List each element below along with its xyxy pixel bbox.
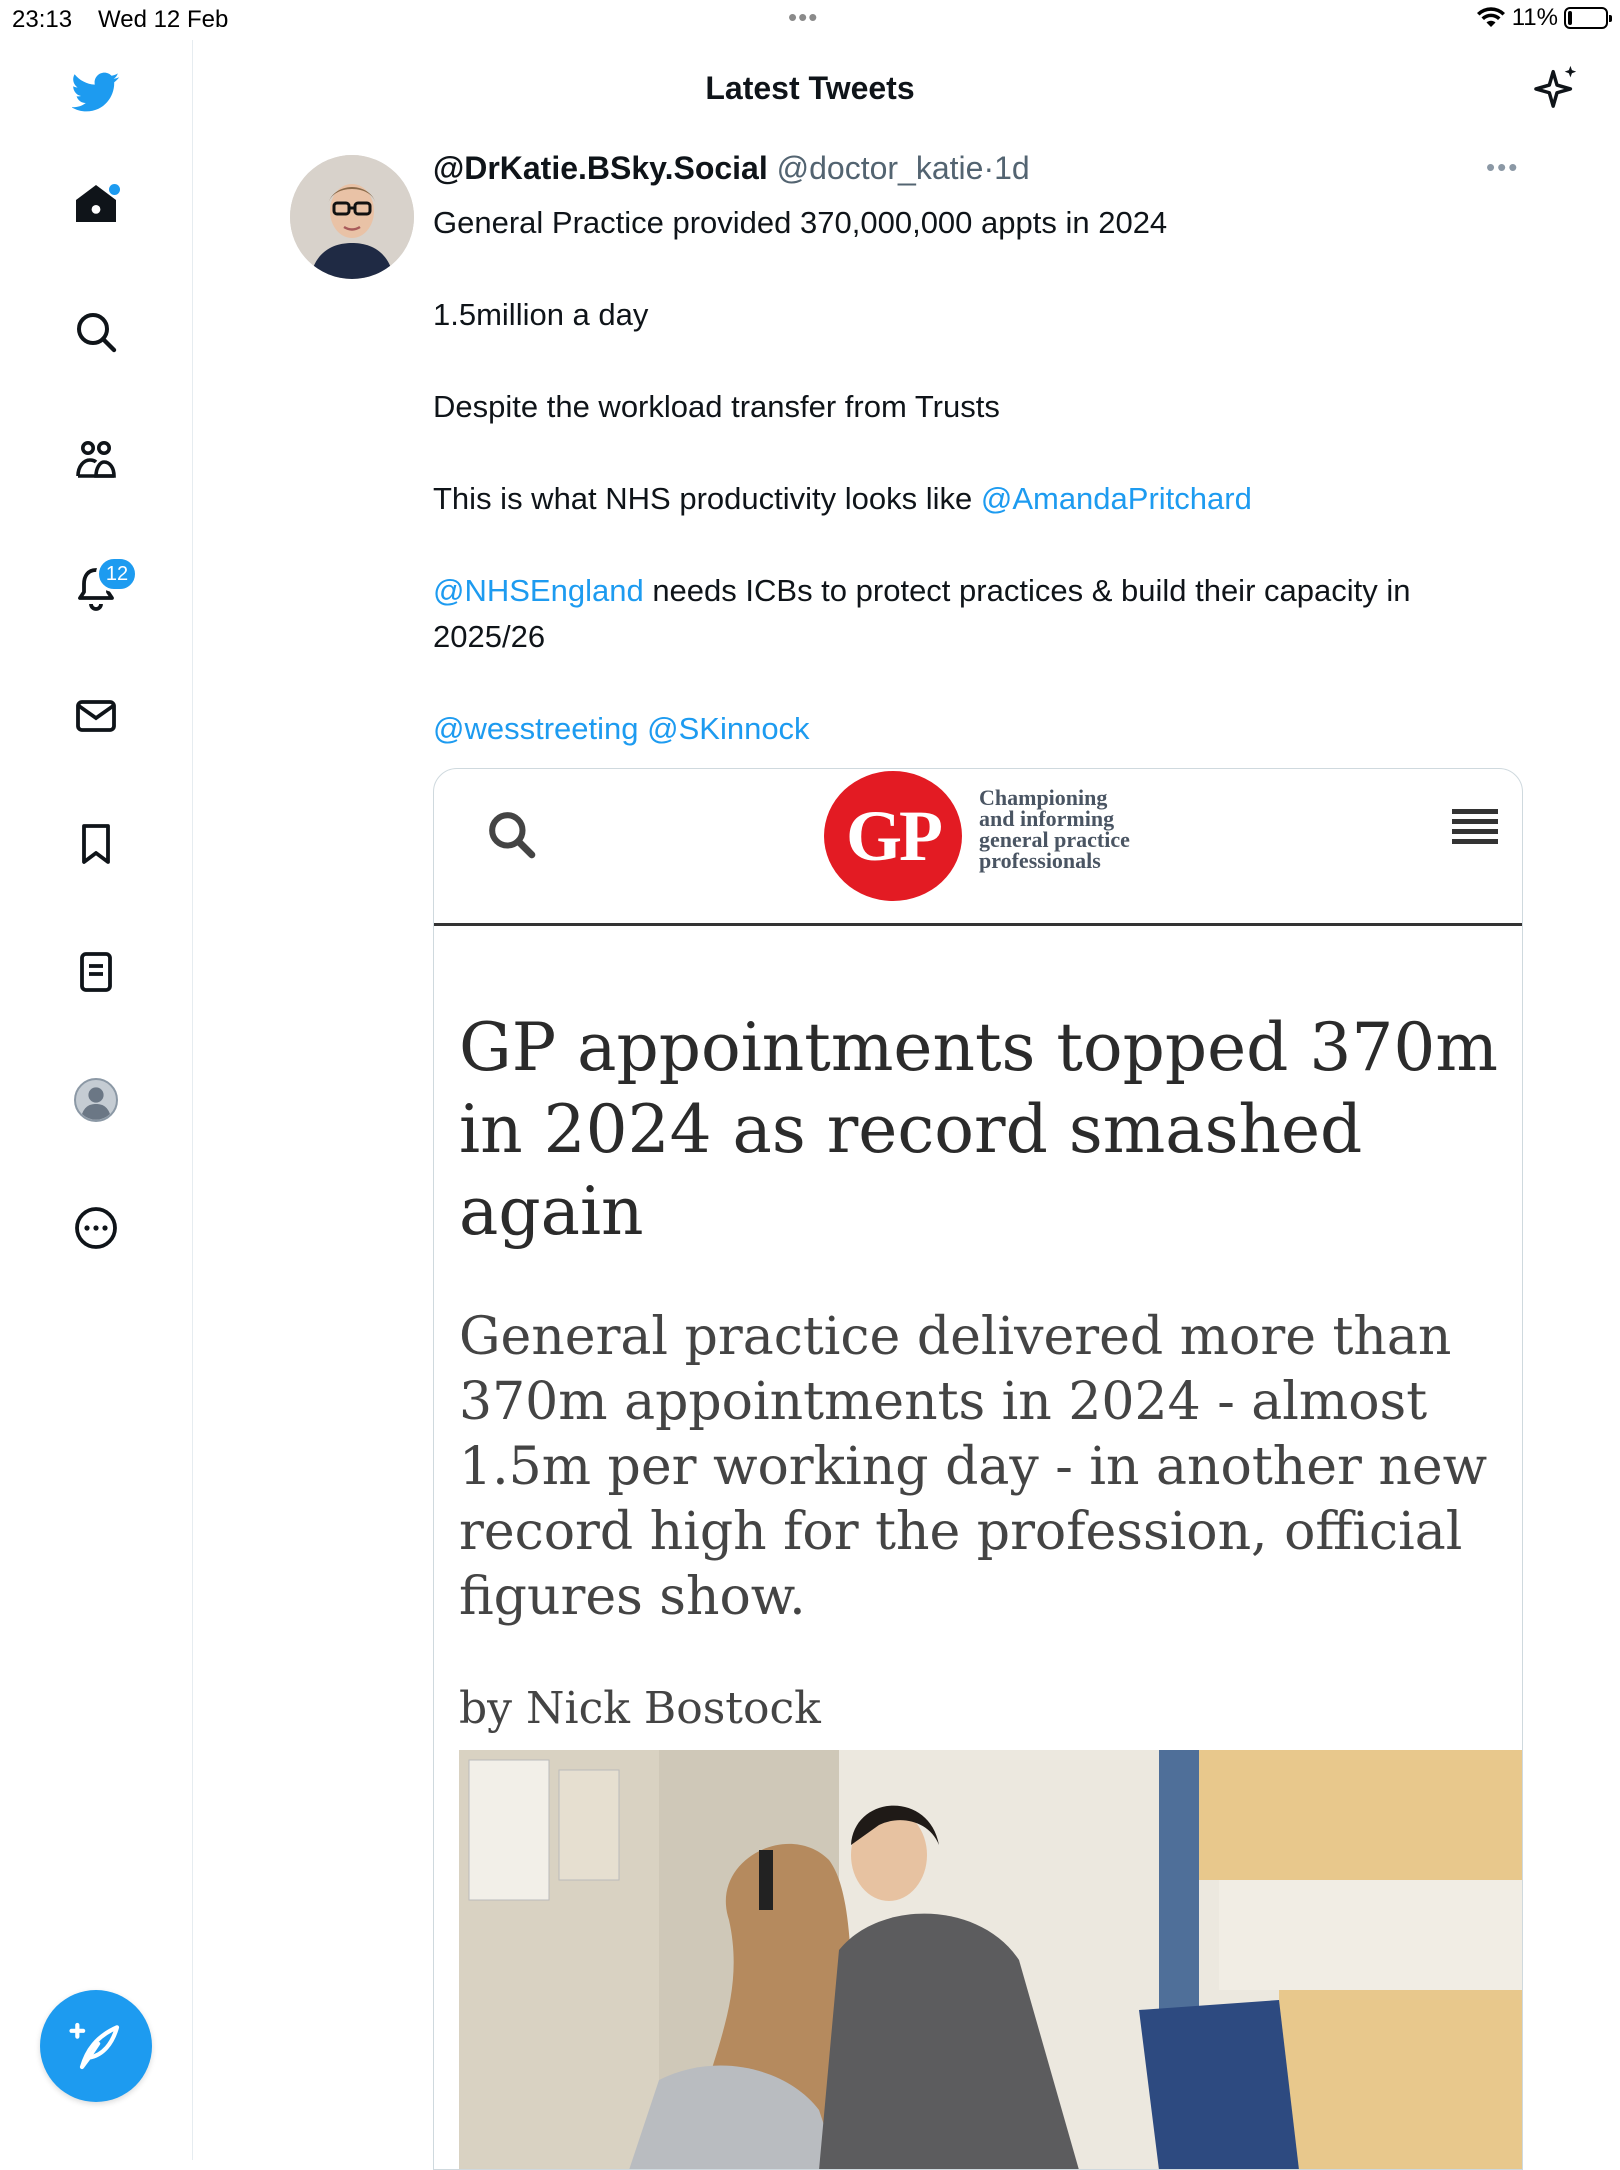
- tagline-line: general practice: [979, 827, 1130, 852]
- tweet-author-handle[interactable]: @doctor_katie: [776, 150, 984, 186]
- tagline-line: Championing: [979, 785, 1108, 810]
- article-photo: [459, 1750, 1522, 2170]
- notifications-badge: 12: [96, 556, 138, 592]
- bookmark-icon: [72, 820, 120, 868]
- search-icon: [72, 308, 120, 356]
- more-circle-icon: [72, 1204, 120, 1252]
- status-bar: [0, 0, 1620, 40]
- gp-logo: GP: [824, 771, 962, 901]
- battery-icon: [1564, 7, 1608, 29]
- nav-explore[interactable]: [64, 300, 128, 364]
- nav-more[interactable]: [64, 1196, 128, 1260]
- sidebar: [0, 40, 193, 2160]
- multitasking-dots-icon[interactable]: •••: [788, 2, 819, 32]
- article-title: GP appointments topped 370m in 2024 as record smashed again: [459, 1009, 1498, 1250]
- tweet-line-text: needs ICBs to protect practices & build their capacity in 2025/26: [433, 573, 1411, 654]
- status-time: 23:13: [12, 6, 73, 33]
- avatar-icon: [72, 1076, 120, 1124]
- home-unread-dot: [109, 184, 120, 195]
- gp-site-header: [434, 769, 1522, 926]
- tweet-line-text: This is what NHS productivity looks like: [433, 481, 981, 516]
- tweet-text: [433, 200, 1523, 798]
- tweet-line: Despite the workload transfer from Trusts: [433, 389, 1000, 424]
- tweet-line: [433, 568, 1523, 660]
- tweet-line: [433, 706, 1523, 752]
- tagline-line: professionals: [979, 848, 1101, 873]
- article-byline: by Nick Bostock: [459, 1683, 821, 1734]
- tweet-line: [433, 476, 1523, 522]
- tweet-line: General Practice provided 370,000,000 appts in 2024: [433, 205, 1168, 240]
- nav-messages[interactable]: [64, 684, 128, 748]
- nav-lists[interactable]: [64, 940, 128, 1004]
- battery-percent: 11%: [1511, 4, 1558, 31]
- status-right: [1476, 4, 1608, 32]
- nav-notifications[interactable]: [64, 556, 128, 620]
- mention-link[interactable]: @AmandaPritchard: [980, 481, 1252, 516]
- gp-tagline: [979, 787, 1130, 871]
- tweet-author-avatar[interactable]: [290, 155, 414, 279]
- nav-home[interactable]: [64, 172, 128, 236]
- nav-bookmarks[interactable]: [64, 812, 128, 876]
- tweet-time[interactable]: 1d: [994, 150, 1030, 186]
- sparkle-icon[interactable]: [1534, 64, 1580, 110]
- tweet-media-card[interactable]: [433, 768, 1523, 2170]
- mention-link[interactable]: @wesstreeting: [433, 711, 639, 746]
- menu-icon: [1452, 809, 1498, 849]
- status-date: Wed 12 Feb: [98, 6, 229, 33]
- mention-link[interactable]: @SKinnock: [647, 711, 810, 746]
- tweet-author-name[interactable]: @DrKatie.BSky.Social: [433, 150, 768, 186]
- tweet-line: 1.5million a day: [433, 297, 649, 332]
- communities-icon: [72, 436, 120, 484]
- mention-link[interactable]: @NHSEngland: [433, 573, 644, 608]
- search-icon: [484, 807, 540, 863]
- tweet-more-icon[interactable]: •••: [1486, 152, 1520, 182]
- quill-plus-icon: [68, 2018, 124, 2074]
- wifi-icon: [1476, 7, 1506, 29]
- tweet-separator: ·: [983, 150, 995, 186]
- list-icon: [72, 948, 120, 996]
- tagline-line: and informing: [979, 806, 1115, 831]
- tweet-header: [433, 150, 1030, 187]
- compose-tweet-button[interactable]: [40, 1990, 152, 2102]
- nav-profile[interactable]: [64, 1068, 128, 1132]
- nav-communities[interactable]: [64, 428, 128, 492]
- page-title: Latest Tweets: [705, 70, 915, 106]
- article-subtitle: General practice delivered more than 370m appointments in 2024 - almost 1.5m per working day - in another new record high for the profession, official figures show.: [459, 1307, 1488, 1627]
- envelope-icon: [72, 692, 120, 740]
